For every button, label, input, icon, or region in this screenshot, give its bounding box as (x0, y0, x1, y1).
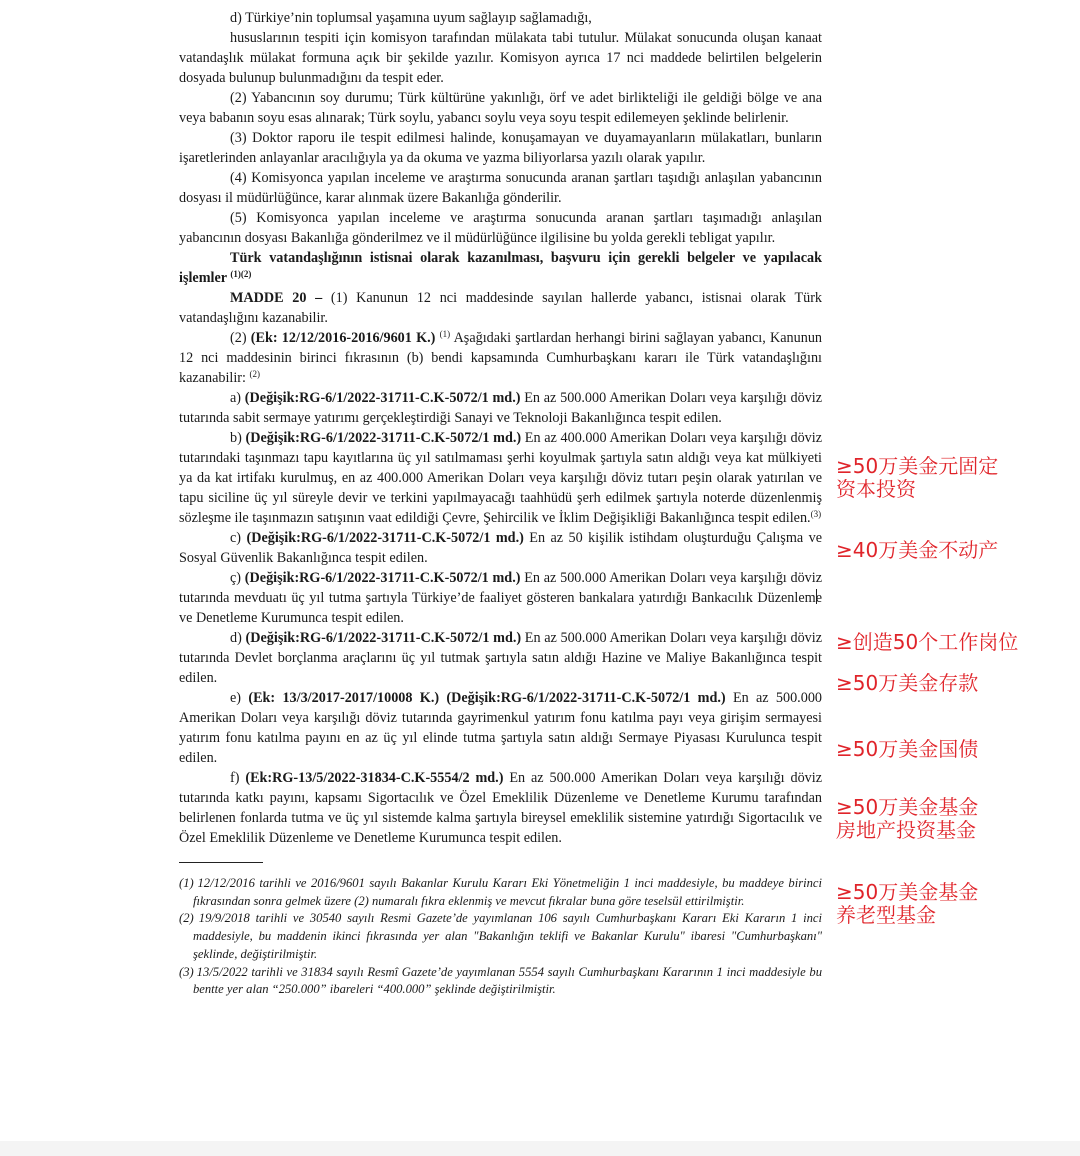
amendment-ref: (Değişik:RG-6/1/2022-31711-C.K-5072/1 md.) (246, 530, 524, 546)
annotation-real-estate-fund (836, 796, 978, 842)
amendment-ref: (Ek: 13/3/2017-2017/10008 K.) (Değişik:RG-6/1/2022-31711-C.K-5072/1 md.) (248, 690, 726, 706)
item-text: En az 400.000 Amerikan Doları veya karşılığı döviz tutarındaki taşınmazı tapu kayıtlarına üç yıl satılmaması şerhi koyulmak şartıyla satın aldığı veya kat mülkiyeti ya da kat irtifakı kurulmuş, en az 400.000 Amerikan Doları veya karşılığı döviz tutarı peşin olarak yatırılan ve tapu siciline üç yıl süreyle devir ve terkini yapılmayacağı taahhüdü şerh edilmek şartıyla noterde düzenlenmiş sözleşme ile taşınmazın satışının vaat edildiği Çevre, Şehircilik ve İklim Değişikliği Bakanlığınca tespit edilen. (179, 430, 823, 526)
madde-20-paragraph-2 (179, 328, 822, 388)
amendment-ref: (Değişik:RG-6/1/2022-31711-C.K-5072/1 md.) (244, 390, 521, 406)
annotation-line: ≥40万美金不动产 (836, 538, 999, 562)
annotation-fixed-capital (836, 455, 998, 501)
item-c (179, 528, 822, 568)
annotation-line: ≥50万美金基金 (836, 795, 979, 819)
item-letter: c) (230, 530, 242, 546)
annotation-real-estate (836, 539, 998, 562)
annotation-line: ≥50万美金基金 (836, 880, 979, 904)
paragraph-hususlar: hususlarının tespiti için komisyon tarafından mülakata tabi tutulur. Mülakat sonucunda oluşan kanaat vatandaşlık mülakat formuna açık bir şekilde yazılır. Komisyon ayrıca 17 nci maddede belirtilen belgelerin dosyada bulunup bulunmadığını da tespit eder. (179, 30, 822, 86)
footnote-number: (1) (179, 876, 194, 890)
item-text: En az 500.000 Amerikan Doları veya karşılığı döviz tutarında mevduatı üç yıl tutma şartıyla Türkiye’de faaliyet gösteren bankalara yatırdığı Bankacılık Düzenlem (179, 570, 823, 606)
item-letter: ç) (230, 570, 242, 586)
item-a (179, 388, 822, 428)
footnote-3 (179, 964, 822, 999)
amendment-ref: (Ek: 12/12/2016-2016/9601 K.) (250, 330, 436, 346)
item-text: En az 500.000 Amerikan Doları veya karşılığı döviz tutarında gayrimenkul yatırım fonu katılma payı veya girişim sermayesi yatırım fonu katılma payını en az üç yıl elinde tutma şartıyla satın aldığı Sermaye Piyasası Kurulunca tespit edilen. (179, 690, 823, 766)
heading-text: Türk vatandaşlığının istisnai olarak kazanılması, başvuru için gerekli belgeler ve yapılacak işlemler (179, 250, 822, 286)
item-text: e ve Denetleme Kurumunca tespit edilen. (179, 590, 822, 626)
footnote-number: (3) (179, 964, 194, 979)
amendment-ref: (Değişik:RG-6/1/2022-31711-C.K-5072/1 md.) (245, 430, 522, 446)
item-d (179, 628, 822, 688)
annotation-line: ≥50万美金元固定 (836, 454, 999, 478)
paragraph-number: (2) (230, 330, 247, 346)
section-heading (179, 248, 822, 288)
paragraph-4: (4) Komisyonca yapılan inceleme ve araştırma sonucunda aranan şartları taşıdığı anlaşılan yabancının dosyası il müdürlüğünce, karar alınmak üzere Bakanlığa gönderilir. (179, 170, 822, 206)
annotation-deposit (836, 672, 978, 695)
footnote-1 (179, 875, 822, 910)
footnote-ref: (2) (249, 369, 261, 379)
footnote-text: 19/9/2018 tarihli ve 30540 sayılı Resmi Gazete’de yayımlanan 106 sayılı Cumhurbaşkanı Kararı Eki Kararın 1 inci maddesiyle, bu maddenin ikinci fıkrasında yer alan "Bakanlığın teklifi ve Bakanlar Kurulu" ibaresi "Cumhurbaşkanı" şeklinde, değiştirilmiştir. (193, 911, 822, 961)
footnote-2 (179, 910, 822, 963)
paragraph-3: (3) Doktor raporu ile tespit edilmesi halinde, konuşamayan ve duyamayanların mülakatları, bunların işaretlerinden anlayanlar aracılığıyla ya da okuma ve yazma biliyorlarsa yazılı olarak yapılır. (179, 130, 822, 166)
footnote-ref: (1) (439, 329, 451, 339)
item-b (179, 428, 822, 528)
annotation-line: ≥50万美金存款 (836, 671, 979, 695)
paragraph-d: d) Türkiye’nin toplumsal yaşamına uyum sağlayıp sağlamadığı, (230, 10, 592, 26)
item-letter: d) (230, 630, 242, 646)
item-letter: e) (230, 690, 242, 706)
annotation-government-bonds (836, 738, 978, 761)
annotation-line: ≥50万美金国债 (836, 737, 979, 761)
annotation-line: 房地产投资基金 (836, 818, 976, 842)
amendment-ref: (Değişik:RG-6/1/2022-31711-C.K-5072/1 md.) (244, 570, 521, 586)
madde-text: (1) Kanunun 12 nci maddesinde sayılan hallerde yabancı, istisnai olarak Türk vatandaşlığını kazanabilir. (179, 290, 823, 326)
item-c-cedilla (179, 568, 822, 628)
amendment-ref: (Değişik:RG-6/1/2022-31711-C.K-5072/1 md.) (245, 630, 522, 646)
page-bottom-edge (0, 1141, 1080, 1156)
annotation-line: 资本投资 (836, 477, 916, 501)
item-letter: b) (230, 430, 242, 446)
annotation-employment (836, 631, 1018, 654)
amendment-ref: (Ek:RG-13/5/2022-31834-C.K-5554/2 md.) (245, 770, 504, 786)
item-e (179, 688, 822, 768)
heading-footnote-refs: (1)(2) (230, 269, 252, 279)
footnote-divider (179, 862, 263, 863)
paragraph-2: (2) Yabancının soy durumu; Türk kültürüne yakınlığı, örf ve adet birlikteliği ile geldiği bölge ve ana veya babanın soyu esas alınarak; Türk soylu, yabancı soylu veya soyu tespit edilemeyen şeklinde belirlenir. (179, 90, 822, 126)
footnote-text: 13/5/2022 tarihli ve 31834 sayılı Resmî Gazete’de yayımlanan 5554 sayılı Cumhurbaşkanı Kararının 1 inci maddesiyle bu bentte yer alan “250.000” ibareleri “400.000” şeklinde değiştirilmiştir. (193, 964, 822, 997)
annotation-line: ≥创造50个工作岗位 (836, 630, 1019, 654)
item-letter: f) (230, 770, 240, 786)
item-text: En az 500.000 Amerikan Doları veya karşılığı döviz tutarında sabit sermaye yatırımı gerçekleştirdiği Sanayi ve Teknoloji Bakanlığınca tespit edilen. (179, 390, 823, 426)
item-letter: a) (230, 390, 242, 406)
item-f (179, 768, 822, 848)
annotation-line: 养老型基金 (836, 903, 936, 927)
madde-label: MADDE 20 – (230, 290, 323, 306)
footnote-text: 12/12/2016 tarihli ve 2016/9601 sayılı Bakanlar Kurulu Kararı Eki Yönetmeliğin 1 inci maddesiyle, bu maddeye birinci fıkrasından sonra gelmek üzere (2) numaralı fıkra eklenmiş ve mevcut fıkralar buna göre teselsül ettirilmiştir. (193, 876, 822, 908)
paragraph-text: Aşağıdaki şartlardan herhangi birini sağlayan yabancı, Kanunun 12 nci maddesinin birinci fıkrasının (b) bendi kapsamında Cumhurbaşkanı kararı ile Türk vatandaşlığını kazanabilir: (179, 330, 823, 386)
item-text: En az 500.000 Amerikan Doları veya karşılığı döviz tutarında Devlet borçlanma araçlarını üç yıl tutmak şartıyla satın aldığı Hazine ve Maliye Bakanlığınca tespit edilen. (179, 630, 823, 686)
madde-20-paragraph-1 (179, 288, 822, 328)
paragraph-5: (5) Komisyonca yapılan inceleme ve araştırma sonucunda aranan şartları taşımadığı anlaşılan yabancının dosyası Bakanlığa gönderilmez ve il müdürlüğünce ilgilisine bu yolda gerekli tebligat yapılır. (179, 210, 822, 246)
footnote-number: (2) (179, 911, 194, 926)
item-text: En az 500.000 Amerikan Doları veya karşılığı döviz tutarında katkı payını, kapsamı Sigortacılık ve Özel Emeklilik Düzenleme ve Denetleme Kurumu tarafından belirlenen fonlarda tutma ve üç yıl sistemde kalma şartıyla bireysel emeklilik sistemine yatırdığı Sigortacılık ve Özel Emeklilik Düzenleme ve Denetleme Kurumunca tespit edilen. (179, 770, 823, 846)
document-page (179, 0, 822, 999)
item-text: En az 50 kişilik istihdam oluşturduğu Çalışma ve Sosyal Güvenlik Bakanlığınca tespit edilen. (179, 530, 822, 566)
annotation-pension-fund (836, 881, 978, 927)
footnote-ref: (3) (810, 509, 822, 519)
